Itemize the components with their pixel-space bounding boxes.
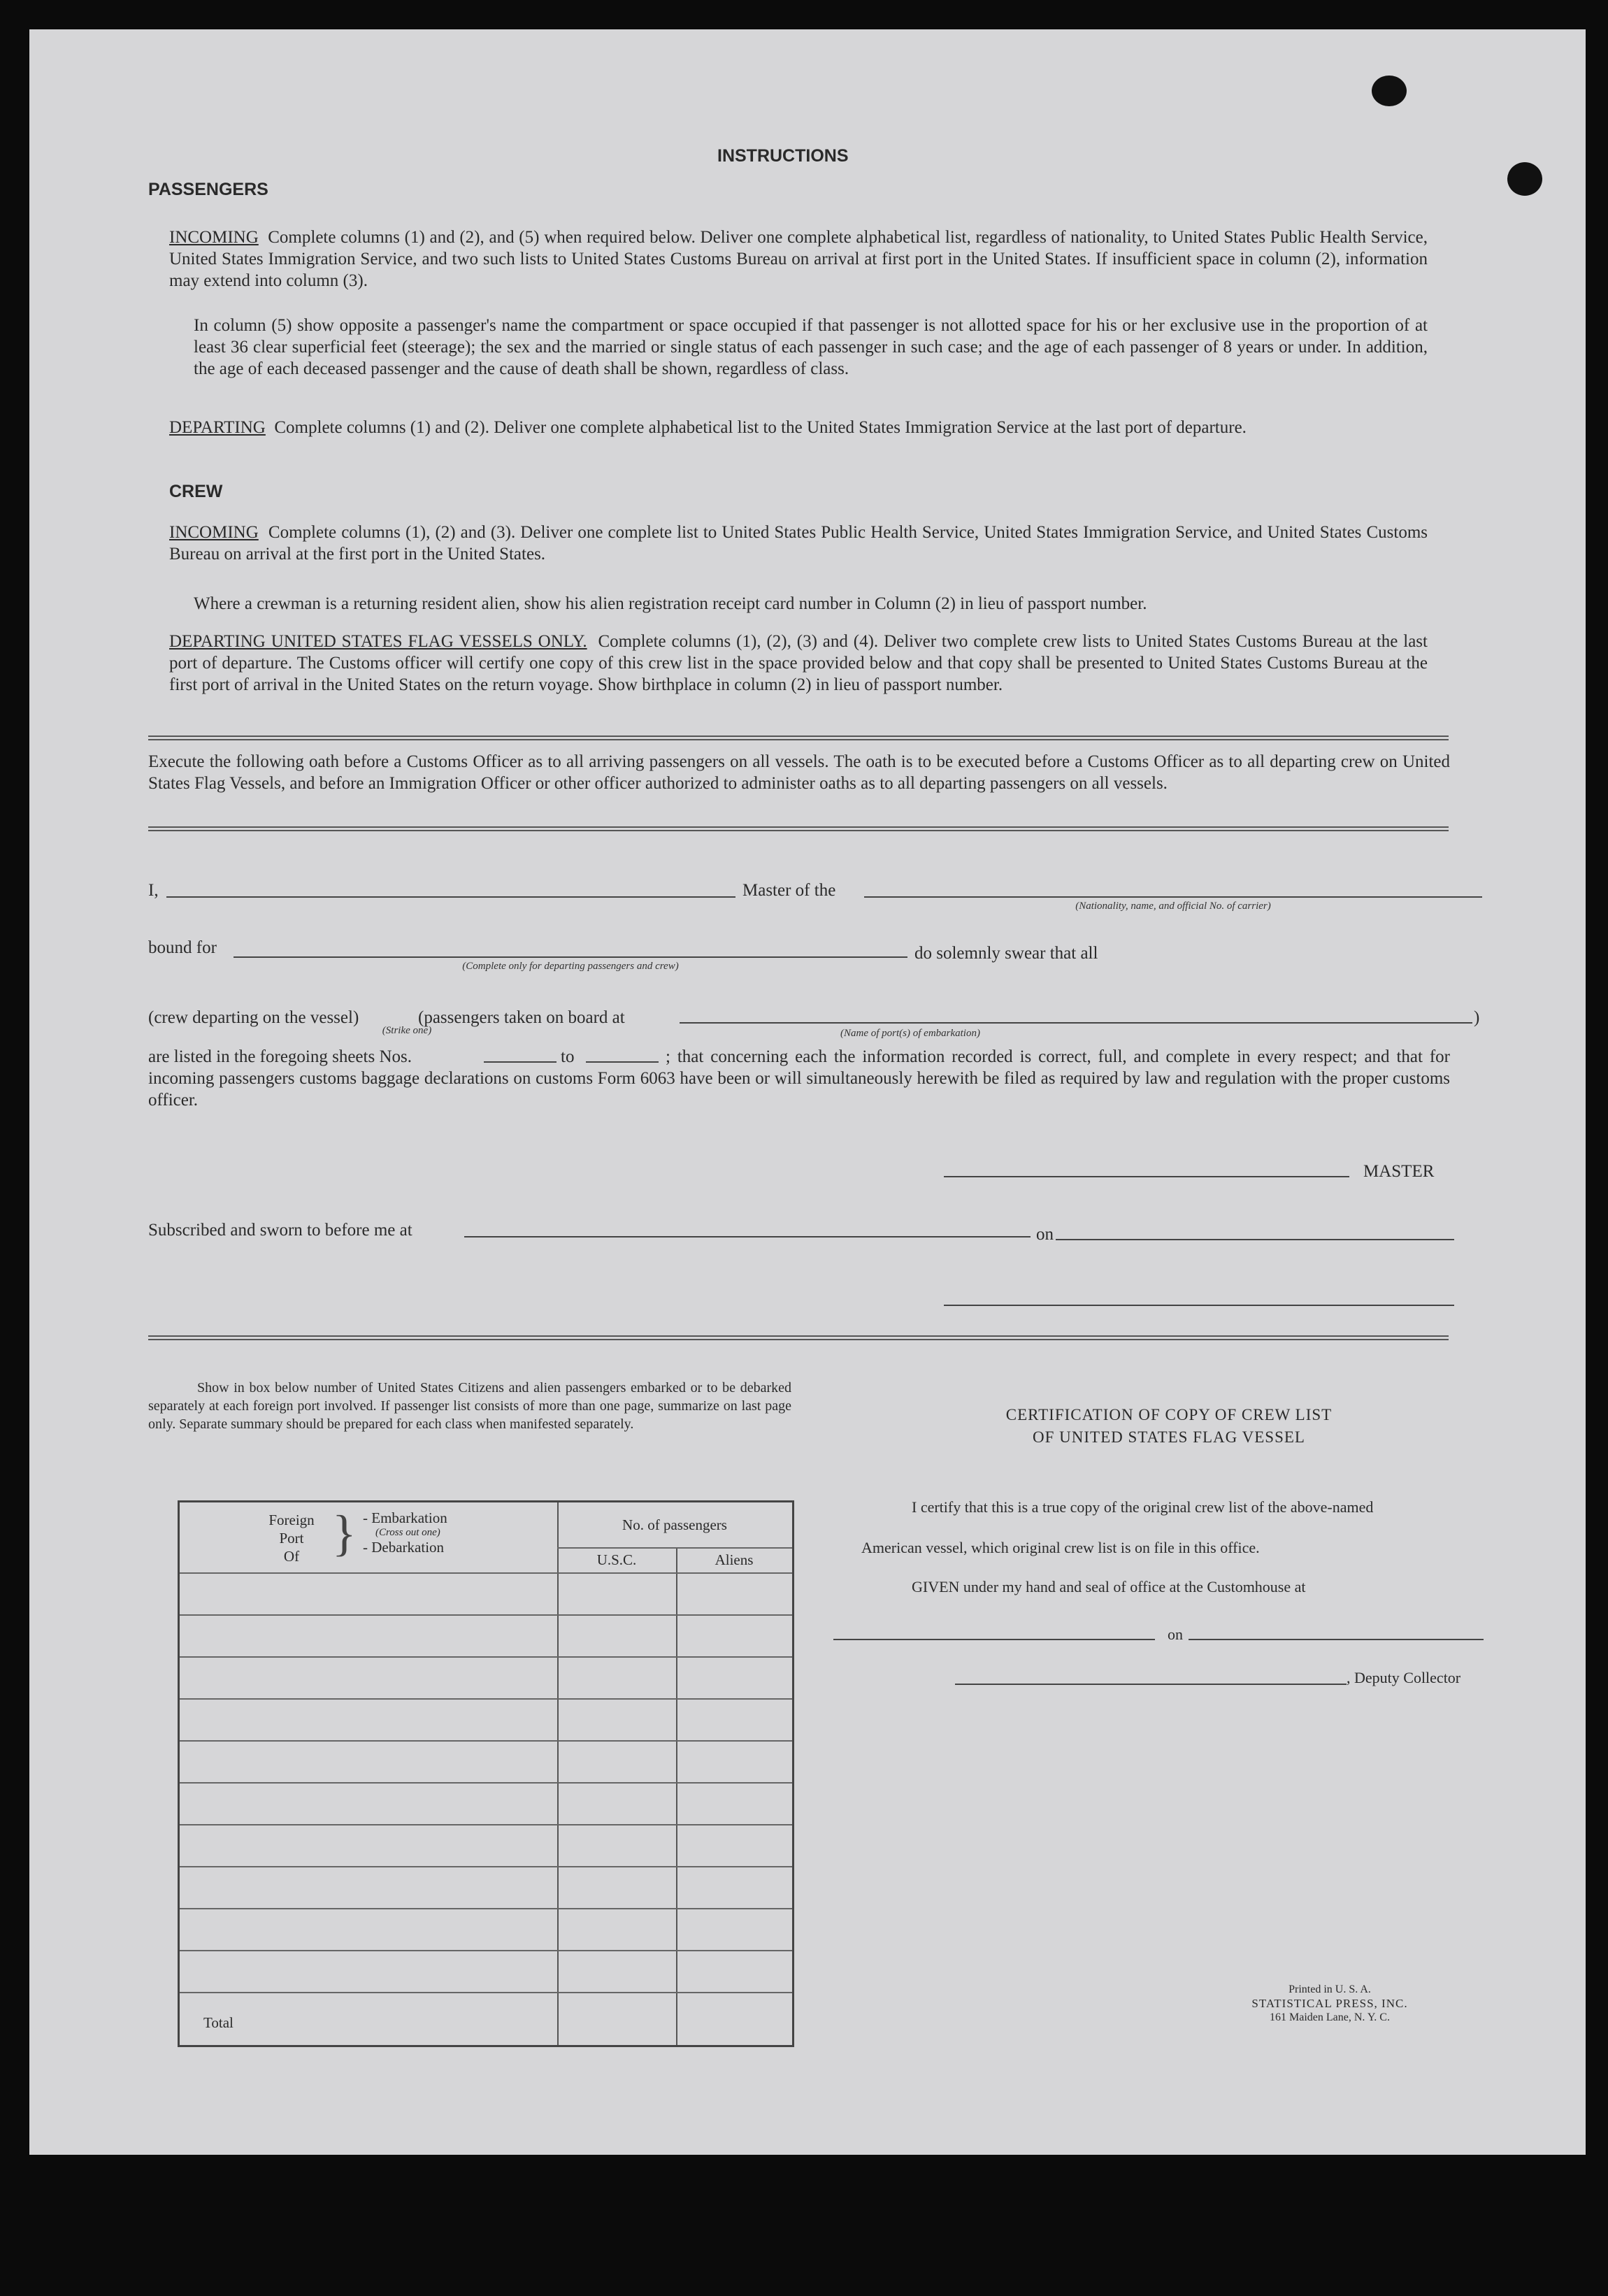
printer-imprint bbox=[1218, 1983, 1442, 2025]
table-row bbox=[180, 1614, 792, 1616]
cross-out-label: (Cross out one) bbox=[375, 1527, 440, 1538]
of-label: Of bbox=[283, 1548, 300, 1565]
crew-departing-paragraph bbox=[169, 631, 1428, 696]
table-row bbox=[180, 1698, 792, 1700]
section-divider bbox=[148, 826, 1449, 831]
master-name-field[interactable] bbox=[166, 896, 735, 898]
crew-incoming-label: INCOMING bbox=[169, 523, 259, 542]
certify-line-1: I certify that this is a true copy of the original crew list of the above-named bbox=[912, 1498, 1374, 1516]
passengers-departing-paragraph bbox=[169, 417, 1428, 438]
certification-title-2: OF UNITED STATES FLAG VESSEL bbox=[1033, 1428, 1305, 1446]
total-label: Total bbox=[203, 2014, 234, 2031]
customhouse-field[interactable] bbox=[833, 1639, 1155, 1640]
usc-header: U.S.C. bbox=[596, 1551, 637, 1568]
foreign-port-of-label bbox=[250, 1511, 333, 1565]
cert-date-field[interactable] bbox=[1189, 1639, 1484, 1640]
port-caption: (Name of port(s) of embarkation) bbox=[840, 1028, 980, 1039]
passengers-incoming-label: INCOMING bbox=[169, 228, 259, 247]
table-row bbox=[180, 1950, 792, 1951]
table-row bbox=[180, 1866, 792, 1867]
printer-line-3: 161 Maiden Lane, N. Y. C. bbox=[1270, 2011, 1390, 2023]
oath-intro: Execute the following oath before a Customs Officer as to all arriving passengers on all vessels. The oath is to be executed before a Customs Officer as to all departing crew on United States Flag Vessels, and before an Immigration Officer or other officer authorized to administer oaths as to all departing passengers on all vessels. bbox=[148, 752, 1450, 793]
column-5-paragraph: In column (5) show opposite a passenger's name the compartment or space occupied if that passenger is not allotted space for his or her exclusive use in the proportion of at least 36 clear superficial feet (steerage); the sex and the married or single status of each passenger in such case; and the age of each passenger of 8 years or under. In addition, the age of each deceased passenger and the cause of death shall be shown, regardless of class. bbox=[194, 316, 1428, 378]
sworn-on-label: on bbox=[1036, 1225, 1054, 1244]
aliens-header: Aliens bbox=[715, 1551, 754, 1568]
table-row bbox=[180, 1656, 792, 1658]
crew-departing-label: DEPARTING UNITED STATES FLAG VESSELS ONLY. bbox=[169, 632, 587, 651]
given-line: GIVEN under my hand and seal of office at the Customhouse at bbox=[912, 1578, 1306, 1595]
passengers-departing-text: Complete columns (1) and (2). Deliver one complete alphabetical list to the United States Immigration Service at the last port of departure. bbox=[274, 418, 1247, 437]
officer-signature-field[interactable] bbox=[944, 1305, 1454, 1306]
table-row bbox=[180, 1782, 792, 1784]
printer-line-2: STATISTICAL PRESS, INC. bbox=[1251, 1997, 1408, 2010]
master-of-the-label: Master of the bbox=[742, 881, 836, 900]
carrier-caption: (Nationality, name, and official No. of carrier) bbox=[1075, 901, 1271, 912]
passengers-departing-label: DEPARTING bbox=[169, 418, 266, 437]
solemnly-swear-label: do solemnly swear that all bbox=[914, 944, 1098, 963]
bound-for-caption: (Complete only for departing passengers and crew) bbox=[462, 961, 679, 972]
brace-icon: } bbox=[332, 1505, 357, 1561]
embarkation-label: - Embarkation bbox=[363, 1509, 447, 1526]
listed-in-label: are listed in the foregoing sheets Nos. bbox=[148, 1047, 412, 1066]
bound-for-label: bound for bbox=[148, 938, 217, 957]
crew-incoming-paragraph bbox=[169, 522, 1428, 565]
passengers-incoming-text: Complete columns (1) and (2), and (5) when required below. Deliver one complete alphabetical list, regardless of nationality, to United States Public Health Service, United States Immigration Service, and two such lists to United States Customs Bureau on arrival at first port in the United States. If insufficient space in column (2), information may extend into column (3). bbox=[169, 228, 1428, 290]
table-row bbox=[180, 1740, 792, 1742]
summary-note: Show in box below number of United States Citizens and alien passengers embarked or to be debarked separately at each foreign port involved. If passenger list consists of more than one page, summarize on last page only. Separate summary should be prepared for each class when manifested separately. bbox=[148, 1380, 791, 1432]
crew-departing-text: Complete columns (1), (2), (3) and (4). Deliver two complete crew lists to United States Customs Bureau at the last port of departure. The Customs officer will certify one copy of this crew list in the space provided below and that copy shall be presented to United States Customs Bureau at the first port of arrival in the United States on the return voyage. Show birthplace in column (2) in lieu of passport number. bbox=[169, 632, 1428, 694]
master-signature-field[interactable] bbox=[944, 1176, 1349, 1177]
printer-line-1: Printed in U. S. A. bbox=[1288, 1983, 1371, 1995]
deputy-signature-field[interactable] bbox=[955, 1684, 1347, 1685]
crew-departing-option[interactable]: (crew departing on the vessel) bbox=[148, 1008, 359, 1027]
instructions-title: INSTRUCTIONS bbox=[717, 146, 849, 166]
embarkation-option[interactable] bbox=[363, 1509, 447, 1556]
oath-continuation: ; that concerning each the information recorded is correct, full, and complete in every respect; and that for incoming passengers customs baggage declarations on customs Form 6063 have been or will simultaneously herewith be filed as required by law and regulation with the proper customs officer. bbox=[148, 1047, 1450, 1110]
passengers-incoming-paragraph bbox=[169, 227, 1428, 292]
section-divider bbox=[148, 1335, 1449, 1340]
passengers-heading: PASSENGERS bbox=[148, 180, 268, 199]
certification-title-1: CERTIFICATION OF COPY OF CREW LIST bbox=[1005, 1406, 1333, 1423]
carrier-field[interactable] bbox=[864, 896, 1482, 898]
sworn-date-field[interactable] bbox=[1056, 1239, 1454, 1240]
foreign-label: Foreign bbox=[268, 1512, 315, 1528]
deputy-collector-label: , Deputy Collector bbox=[1347, 1669, 1461, 1686]
subscribed-label: Subscribed and sworn to before me at bbox=[148, 1221, 412, 1240]
table-row bbox=[180, 1908, 792, 1909]
passenger-summary-table bbox=[178, 1500, 794, 2047]
debarkation-label: - Debarkation bbox=[363, 1539, 445, 1556]
cert-on-label: on bbox=[1168, 1626, 1183, 1643]
bound-for-field[interactable] bbox=[234, 956, 907, 958]
close-paren: ) bbox=[1474, 1008, 1480, 1027]
crew-incoming-text: Complete columns (1), (2) and (3). Deliver one complete list to United States Public Health Service, United States Immigration Service, and United States Customs Bureau on arrival at the first port in the United States. bbox=[169, 523, 1428, 564]
table-row bbox=[180, 1992, 792, 1993]
embarkation-port-field[interactable] bbox=[680, 1022, 1472, 1024]
to-label: to bbox=[561, 1047, 575, 1066]
no-of-passengers-header: No. of passengers bbox=[622, 1516, 727, 1533]
sworn-place-field[interactable] bbox=[464, 1236, 1031, 1237]
passengers-taken-option[interactable]: (passengers taken on board at bbox=[418, 1008, 625, 1027]
form-page bbox=[29, 29, 1586, 2155]
section-divider bbox=[148, 736, 1449, 740]
ink-spot bbox=[1372, 76, 1407, 106]
port-label: Port bbox=[279, 1530, 304, 1547]
crew-resident-paragraph: Where a crewman is a returning resident alien, show his alien registration receipt card number in Column (2) in lieu of passport number. bbox=[194, 594, 1147, 613]
crew-heading: CREW bbox=[169, 482, 223, 501]
strike-one-caption: (Strike one) bbox=[382, 1025, 432, 1036]
table-row bbox=[180, 1824, 792, 1825]
ink-spot bbox=[1507, 162, 1542, 196]
certify-line-2: American vessel, which original crew list is on file in this office. bbox=[861, 1539, 1260, 1556]
oath-i-label: I, bbox=[148, 881, 159, 900]
master-label: MASTER bbox=[1363, 1162, 1435, 1181]
